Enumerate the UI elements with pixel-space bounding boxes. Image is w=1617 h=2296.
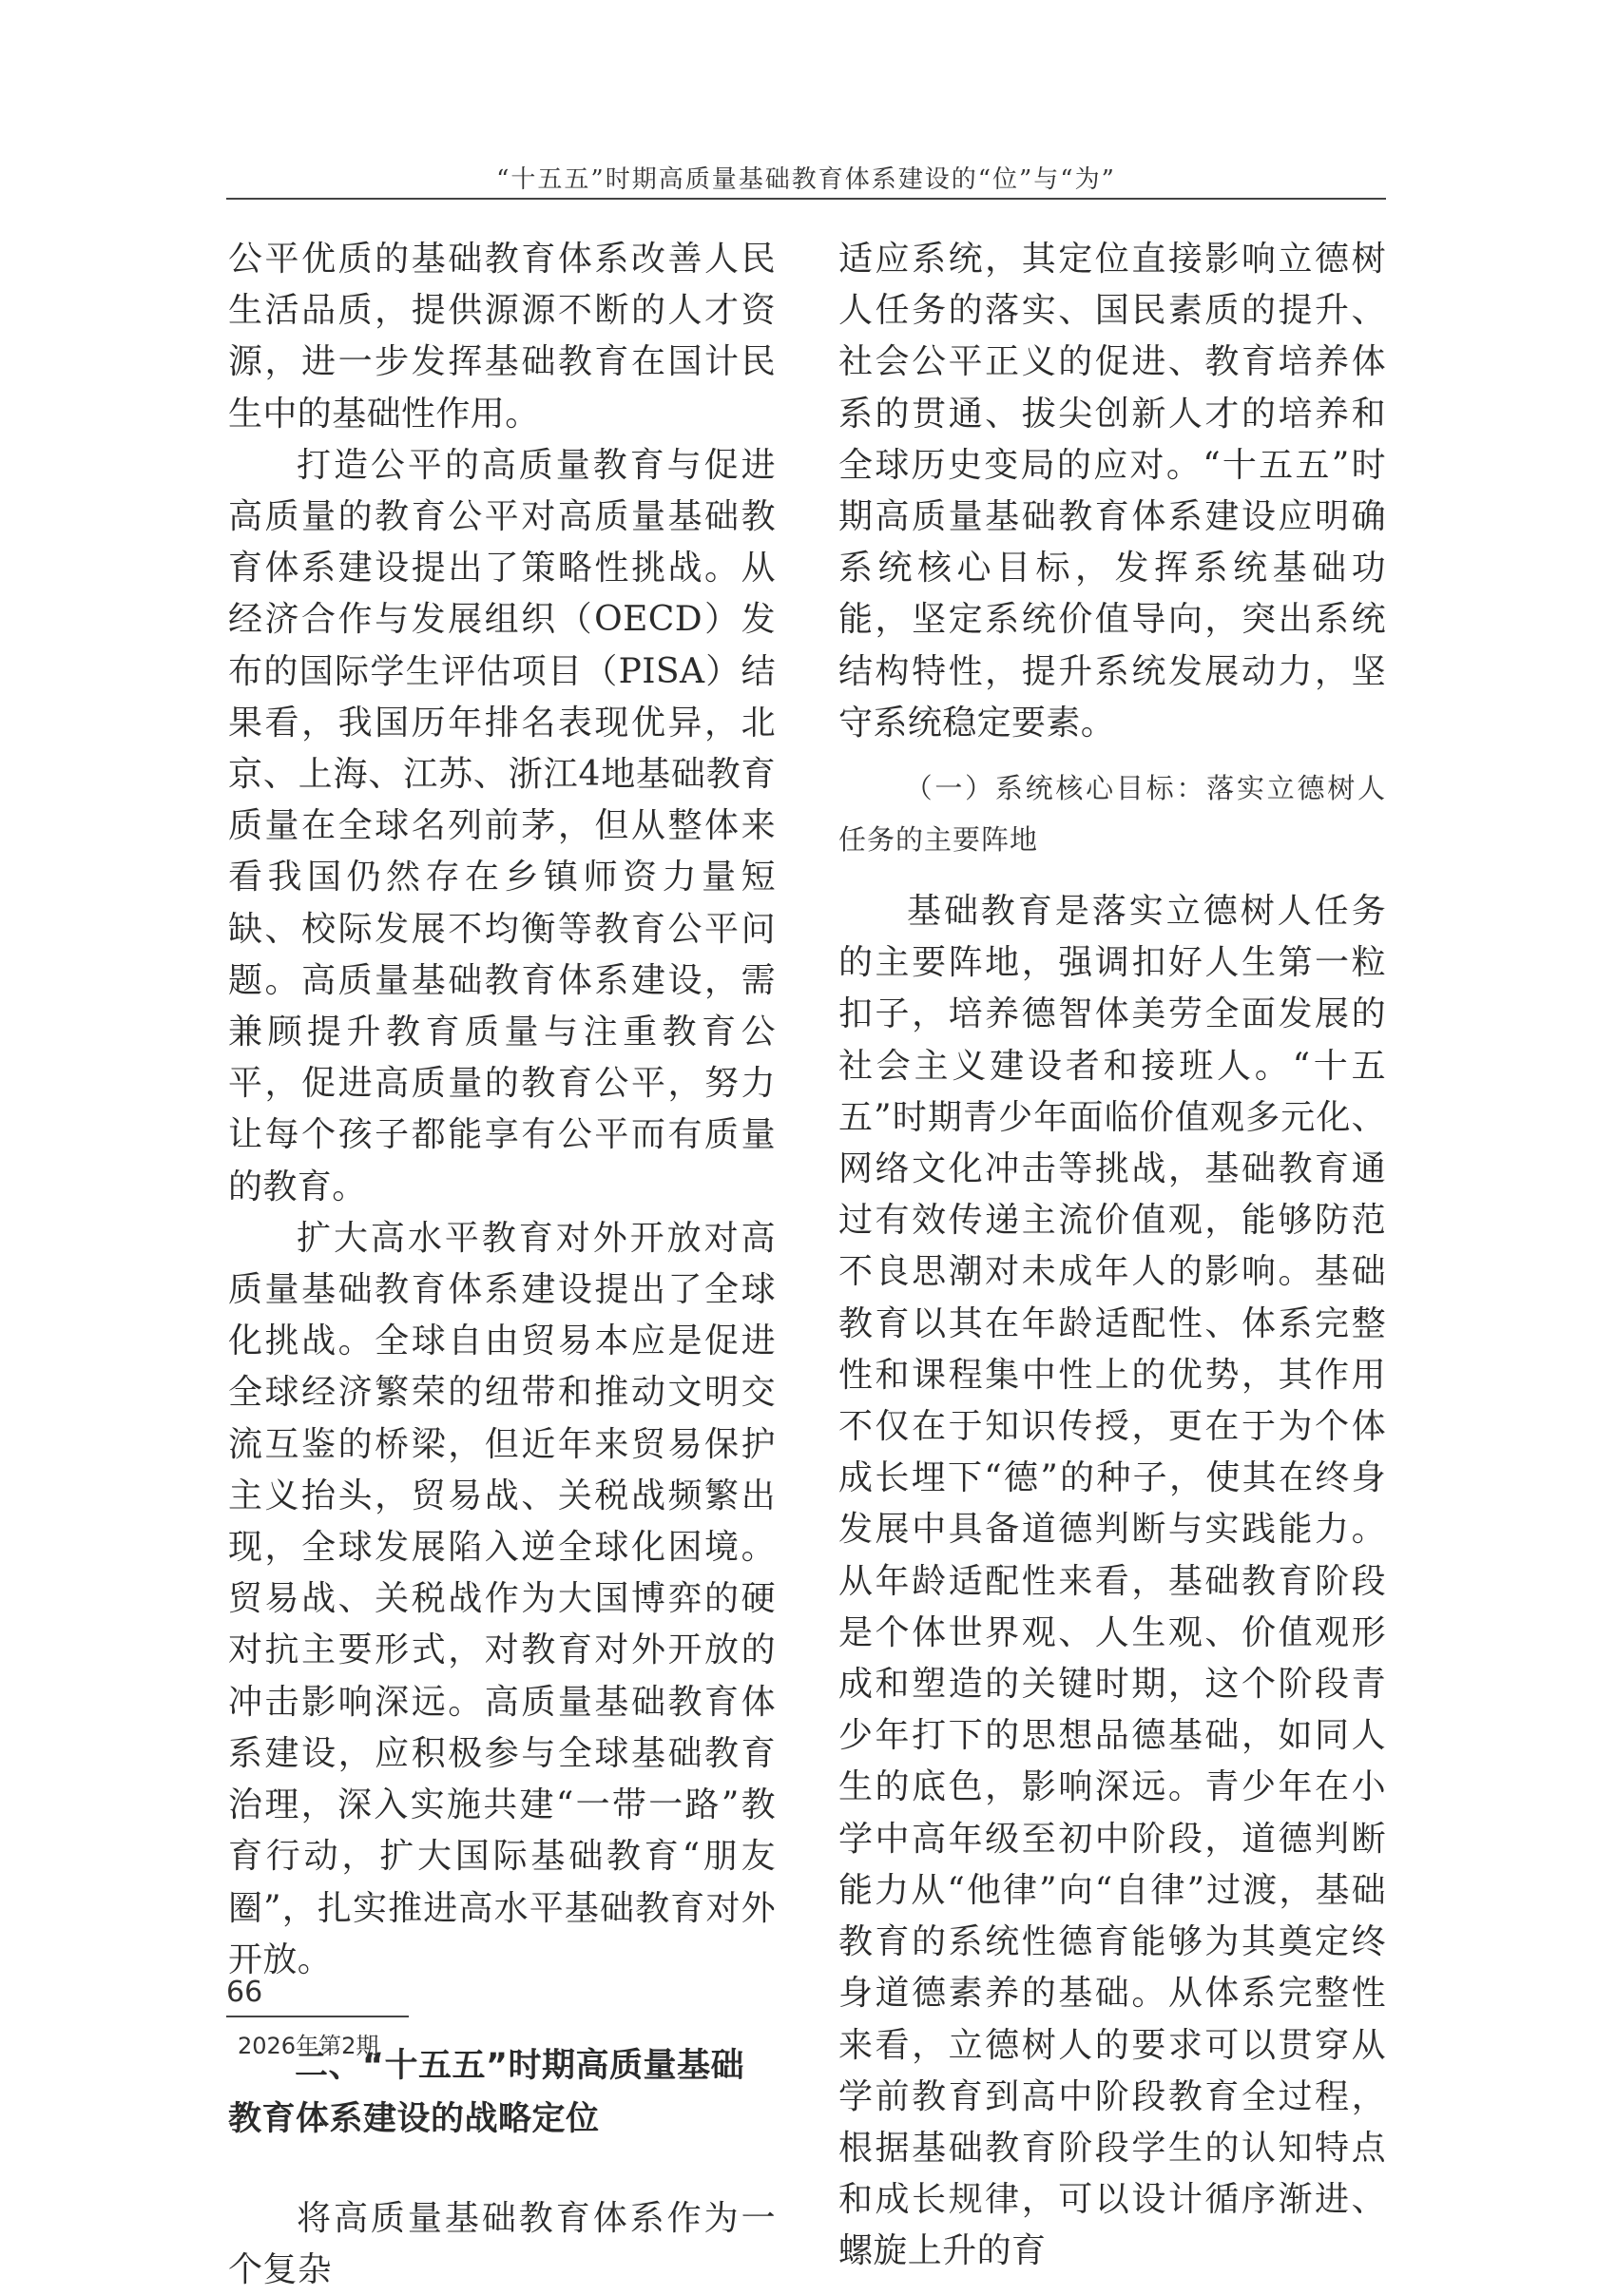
left-paragraph-3: 扩大高水平教育对外开放对高质量基础教育体系建设提出了全球化挑战。全球自由贸易本应是促进全球经济繁荣的纽带和推动文明交流互鉴的桥梁，但近年来贸易保护主义抬头，贸易战、关税战频繁出现，全球发展陷入逆全球化困境。贸易战、关税战作为大国博弈的硬对抗主要形式，对教育对外开放的冲击影响深远。高质量基础教育体系建设，应积极参与全球基础教育治理，深入实施共建“一带一路”教育行动，扩大国际基础教育“朋友圈”，扎实推进高水平基础教育对外开放。 [228, 1218, 776, 1979]
footer-divider [226, 2016, 409, 2017]
right-paragraph-2: 基础教育是落实立德树人任务的主要阵地，强调扣好人生第一粒扣子，培养德智体美劳全面发展的社会主义建设者和接班人。“十五五”时期青少年面临价值观多元化、网络文化冲击等挑战，基础教育通过有效传递主流价值观，能够防范不良思潮对未成年人的影响。基础教育以其在年龄适配性、体系完整性和课程集中性上的优势，其作用不仅在于知识传授，更在于为个体成长埋下“德”的种子，使其在终身发展中具备道德判断与实践能力。从年龄适配性来看，基础教育阶段是个体世界观、人生观、价值观形成和塑造的关键时期，这个阶段青少年打下的思想品德基础，如同人生的底色，影响深远。青少年在小学中高年级至初中阶段，道德判断能力从“他律”向“自律”过渡，基础教育的系统性德育能够为其奠定终身道德素养的基础。从体系完整性来看，立德树人的要求可以贯穿从学前教育到高中阶段教育全过程，根据基础教育阶段学生的认知特点和成长规律，可以设计循序渐进、螺旋上升的育 [838, 892, 1386, 2271]
section-heading: 二、“十五五”时期高质量基础教育体系建设的战略定位 [228, 2046, 745, 2138]
running-header-title: “十五五”时期高质量基础教育体系建设的“位”与“为” [496, 165, 1116, 194]
left-paragraph-4: 将高质量基础教育体系作为一个复杂 [228, 2198, 776, 2290]
issue-label: 2026年第2期 [238, 2033, 379, 2059]
page-number: 66 [226, 1976, 263, 2009]
subsection-heading: （一）系统核心目标：落实立德树人任务的主要阵地 [838, 772, 1386, 857]
left-paragraph-1: 公平优质的基础教育体系改善人民生活品质，提供源源不断的人才资源，进一步发挥基础教育在国计民生中的基础性作用。 [228, 240, 776, 434]
left-column [228, 234, 776, 2296]
right-paragraph-1: 适应系统，其定位直接影响立德树人任务的落实、国民素质的提升、社会公平正义的促进、教育培养体系的贯通、拔尖创新人才的培养和全球历史变局的应对。“十五五”时期高质量基础教育体系建设应明确系统核心目标，发挥系统基础功能，坚定系统价值导向，突出系统结构特性，提升系统发展动力，坚守系统稳定要素。 [838, 240, 1386, 743]
right-column [838, 234, 1386, 2278]
header-divider [226, 198, 1386, 200]
left-paragraph-2: 打造公平的高质量教育与促进高质量的教育公平对高质量基础教育体系建设提出了策略性挑战。从经济合作与发展组织（OECD）发布的国际学生评估项目（PISA）结果看，我国历年排名表现优异，北京、上海、江苏、浙江4地基础教育质量在全球名列前茅，但从整体来看我国仍然存在乡镇师资力量短缺、校际发展不均衡等教育公平问题。高质量基础教育体系建设，需兼顾提升教育质量与注重教育公平，促进高质量的教育公平，努力让每个孩子都能享有公平而有质量的教育。 [228, 445, 776, 1206]
